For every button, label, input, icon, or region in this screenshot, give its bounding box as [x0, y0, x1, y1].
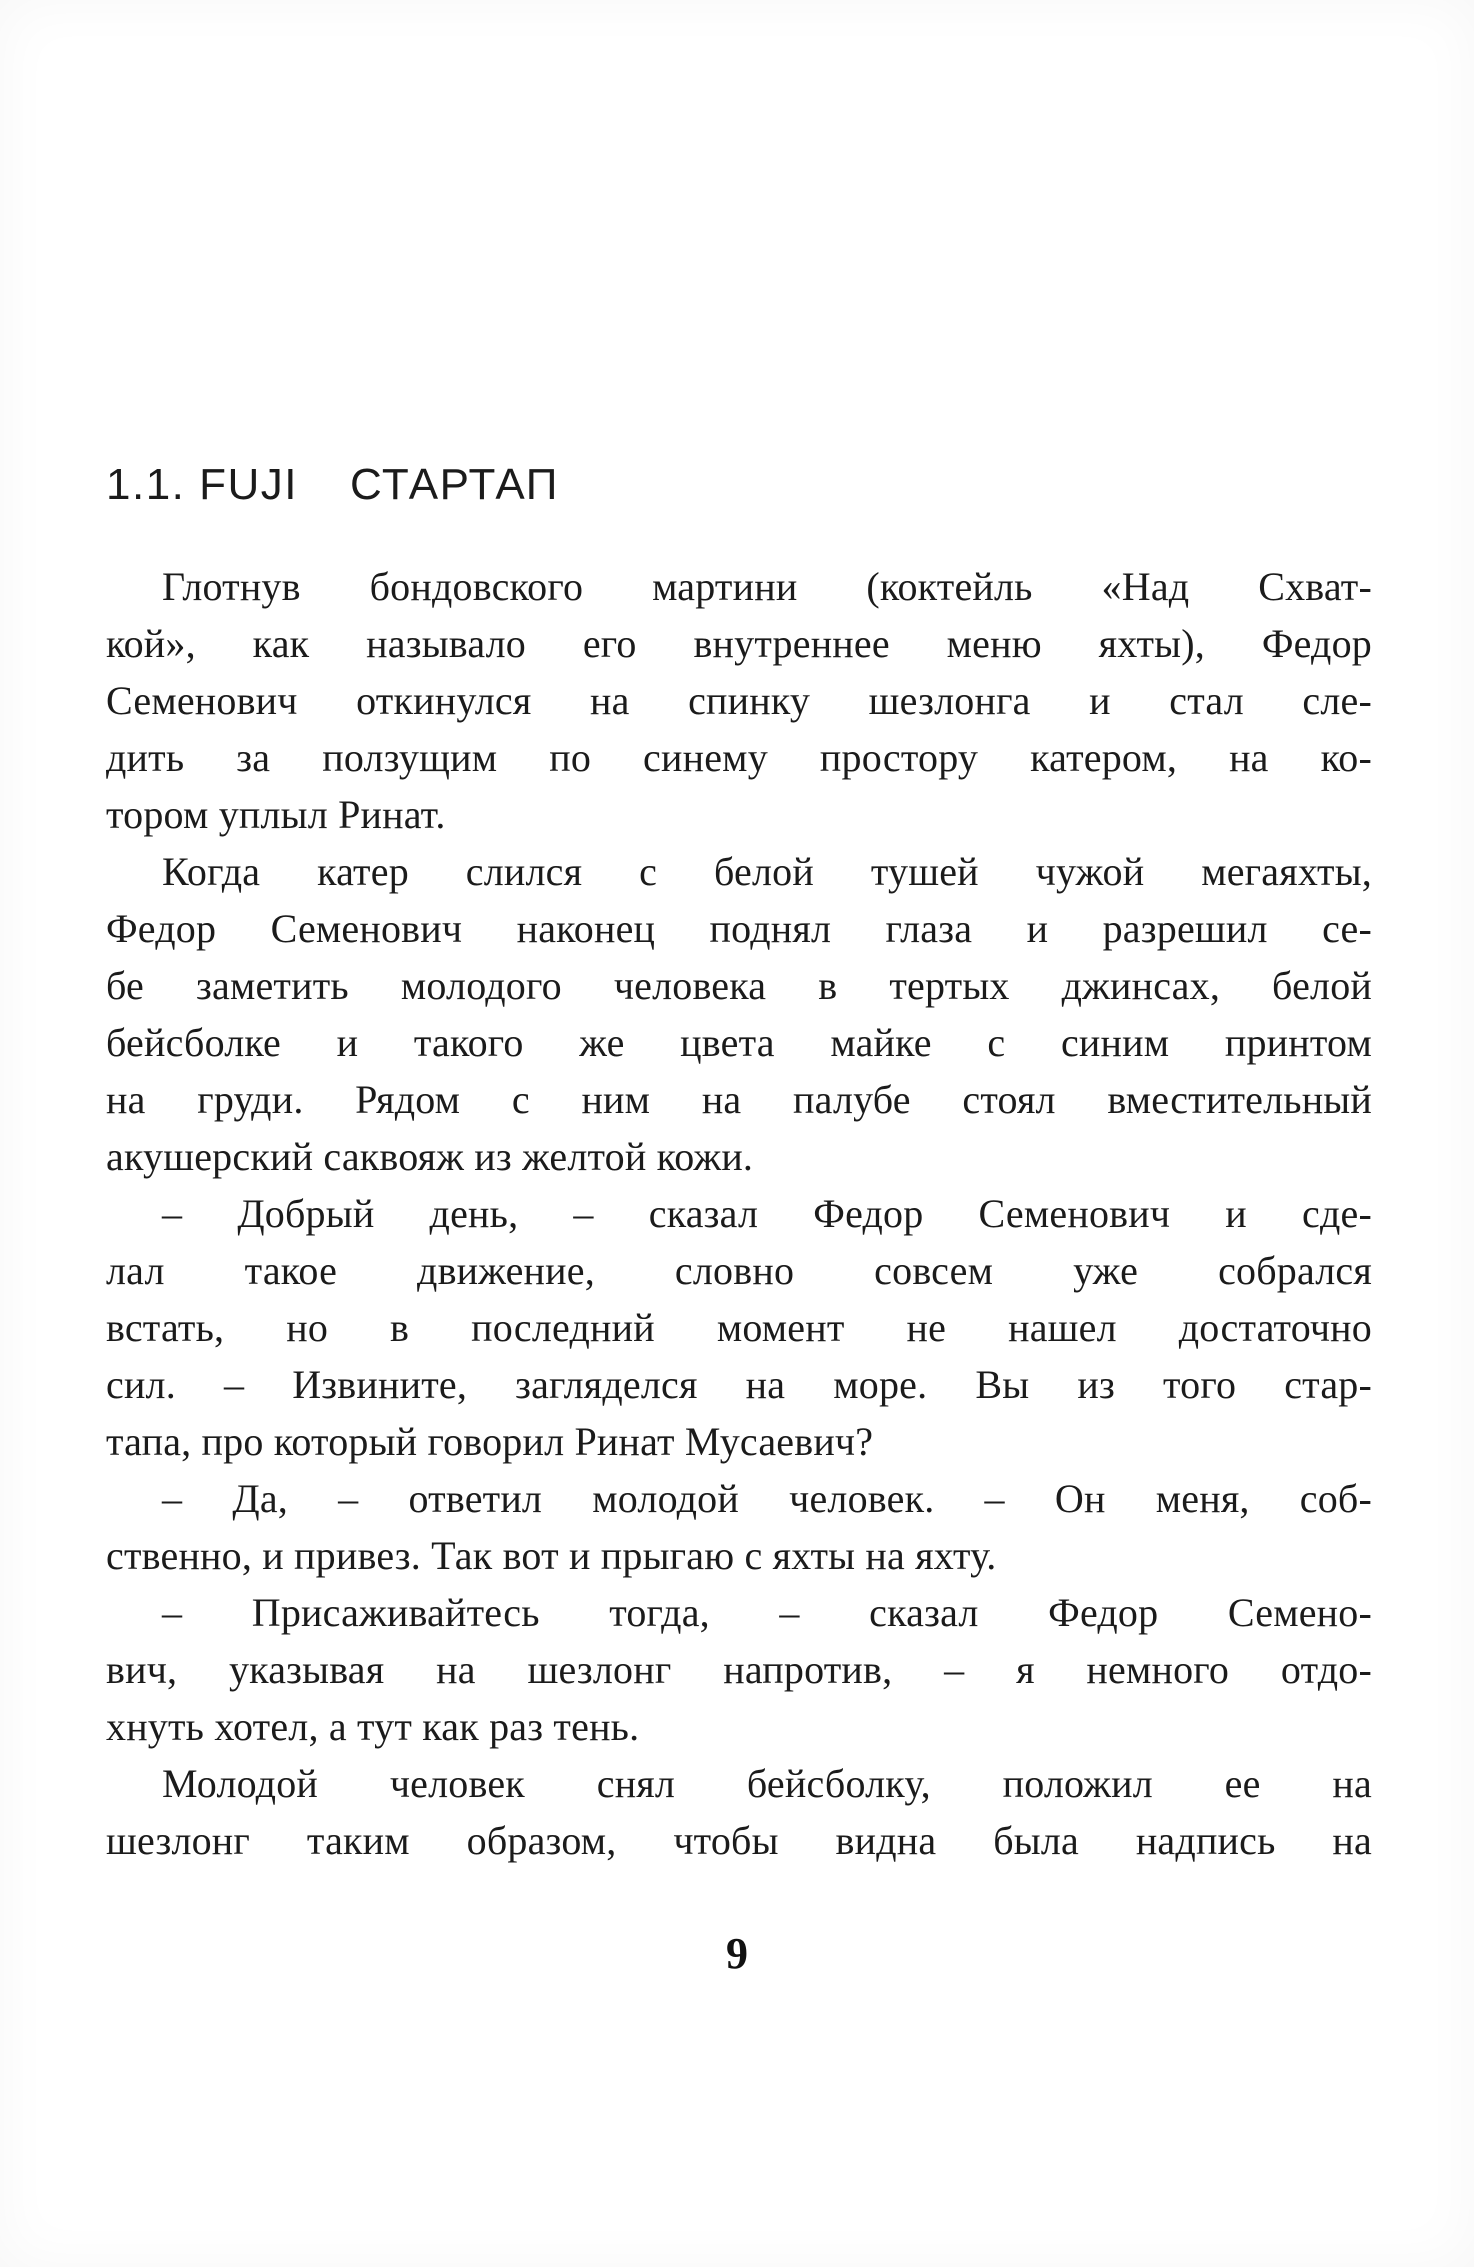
- paragraph: [106, 558, 1372, 843]
- chapter-heading: [106, 460, 1372, 510]
- text-line: Когда катер слился с белой тушей чужой мегаяхты,: [162, 849, 1372, 894]
- paragraph: [106, 1755, 1372, 1869]
- text-line: сил. – Извините, загляделся на море. Вы из того стар-: [106, 1362, 1372, 1407]
- chapter-subtitle: СТАРТАП: [350, 460, 559, 509]
- paragraph: [106, 1584, 1372, 1755]
- text-line: дить за ползущим по синему простору катером, на ко-: [106, 735, 1372, 780]
- text-line: ственно, и привез. Так вот и прыгаю с яхты на яхту.: [106, 1533, 997, 1578]
- text-line: – Добрый день, – сказал Федор Семенович и сде-: [162, 1191, 1372, 1236]
- text-block: [106, 460, 1372, 1869]
- text-line: бейсболке и такого же цвета майке с синим принтом: [106, 1020, 1372, 1065]
- text-line: – Присаживайтесь тогда, – сказал Федор Семено-: [162, 1590, 1372, 1635]
- text-line: кой», как называло его внутреннее меню яхты), Федор: [106, 621, 1372, 666]
- text-line: – Да, – ответил молодой человек. – Он меня, соб-: [162, 1476, 1372, 1521]
- page-number: 9: [726, 1929, 748, 1978]
- paragraph: [106, 1185, 1372, 1470]
- text-line: тапа, про который говорил Ринат Мусаевич?: [106, 1419, 874, 1464]
- chapter-number-title: 1.1. FUJI: [106, 460, 298, 509]
- text-line: Молодой человек снял бейсболку, положил ее на: [162, 1761, 1372, 1806]
- text-line: вич, указывая на шезлонг напротив, – я немного отдо-: [106, 1647, 1372, 1692]
- text-line: хнуть хотел, а тут как раз тень.: [106, 1704, 640, 1749]
- text-line: Семенович откинулся на спинку шезлонга и стал сле-: [106, 678, 1372, 723]
- text-line: Глотнув бондовского мартини (коктейль «Над Схват-: [162, 564, 1372, 609]
- text-line: встать, но в последний момент не нашел достаточно: [106, 1305, 1372, 1350]
- text-line: шезлонг таким образом, чтобы видна была надпись на: [106, 1818, 1372, 1863]
- text-line: бе заметить молодого человека в тертых джинсах, белой: [106, 963, 1372, 1008]
- text-line: на груди. Рядом с ним на палубе стоял вместительный: [106, 1077, 1372, 1122]
- text-line: лал такое движение, словно совсем уже собрался: [106, 1248, 1372, 1293]
- body-text: [106, 558, 1372, 1869]
- paragraph: [106, 1470, 1372, 1584]
- paragraph: [106, 843, 1372, 1185]
- text-line: Федор Семенович наконец поднял глаза и разрешил се-: [106, 906, 1372, 951]
- text-line: тором уплыл Ринат.: [106, 792, 446, 837]
- text-line: акушерский саквояж из желтой кожи.: [106, 1134, 754, 1179]
